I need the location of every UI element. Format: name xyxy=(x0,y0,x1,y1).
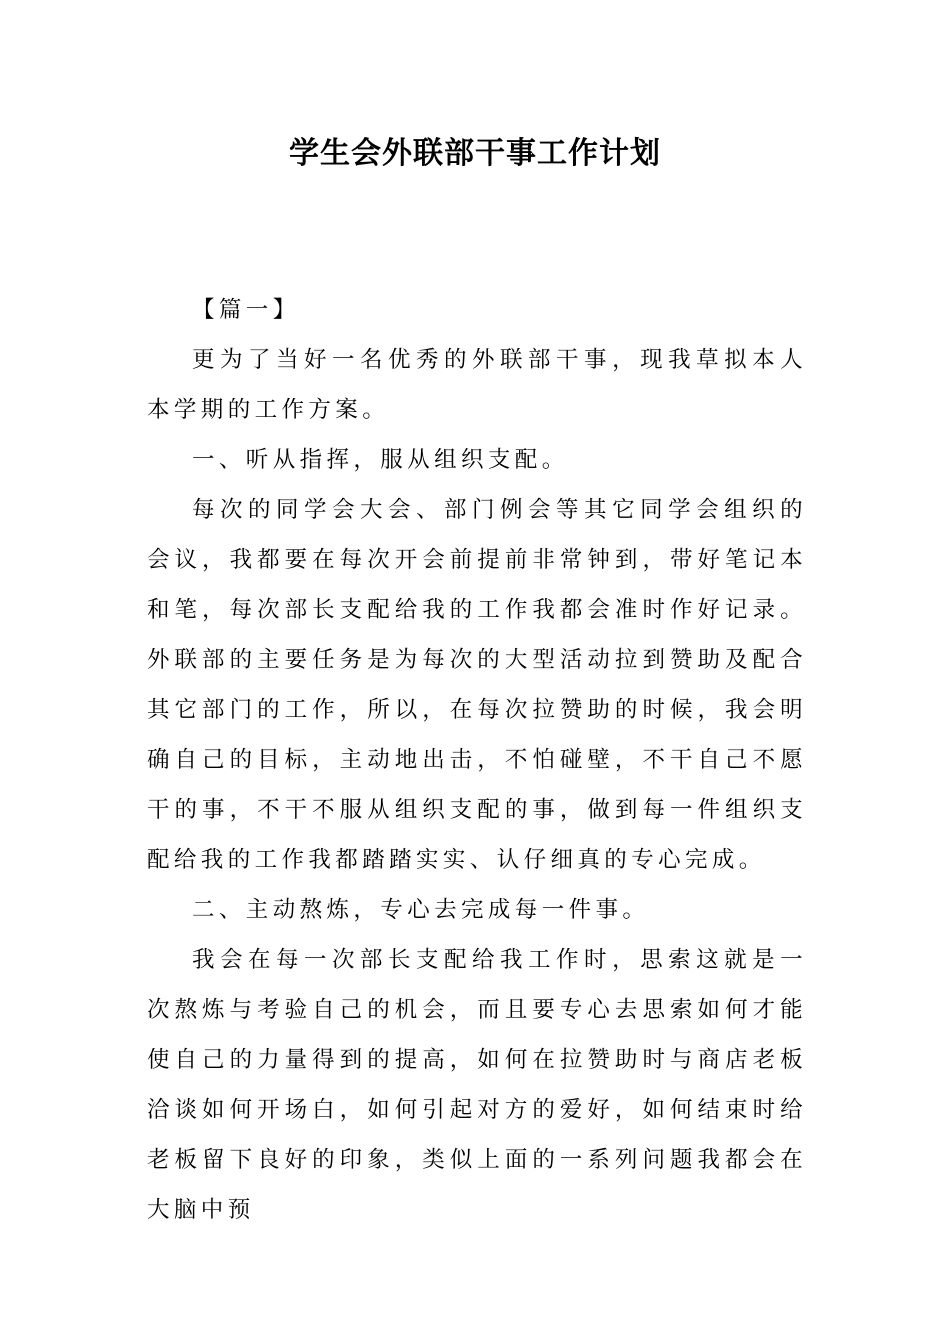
paragraph-2: 我会在每一次部长支配给我工作时，思索这就是一次熬炼与考验自己的机会，而且要专心去思索如何才能使自己的力量得到的提高，如何在拉赞助时与商店老板洽谈如何开场白，如何引起对方的爱好，如何结束时给老板留下良好的印象，类似上面的一系列问题我都会在大脑中预 xyxy=(147,947,807,1223)
document-body xyxy=(147,285,807,1235)
paragraph-1: 每次的同学会大会、部门例会等其它同学会组织的会议，我都要在每次开会前提前非常钟到，带好笔记本和笔，每次部长支配给我的工作我都会准时作好记录。外联部的主要任务是为每次的大型活动拉到赞助及配合其它部门的工作，所以，在每次拉赞助的时候，我会明确自己的目标，主动地出击，不怕碰壁，不干自己不愿干的事，不干不服从组织支配的事，做到每一件组织支配给我的工作我都踏踏实实、认仔细真的专心完成。 xyxy=(147,497,807,873)
section-heading-1: 一、听从指挥，服从组织支配。 xyxy=(192,447,569,473)
section-heading-2: 二、主动熬炼，专心去完成每一件事。 xyxy=(192,897,650,923)
document-title: 学生会外联部干事工作计划 xyxy=(289,136,661,171)
section-label: 【篇一】 xyxy=(192,297,300,323)
paragraph-intro: 更为了当好一名优秀的外联部干事，现我草拟本人本学期的工作方案。 xyxy=(147,347,807,423)
